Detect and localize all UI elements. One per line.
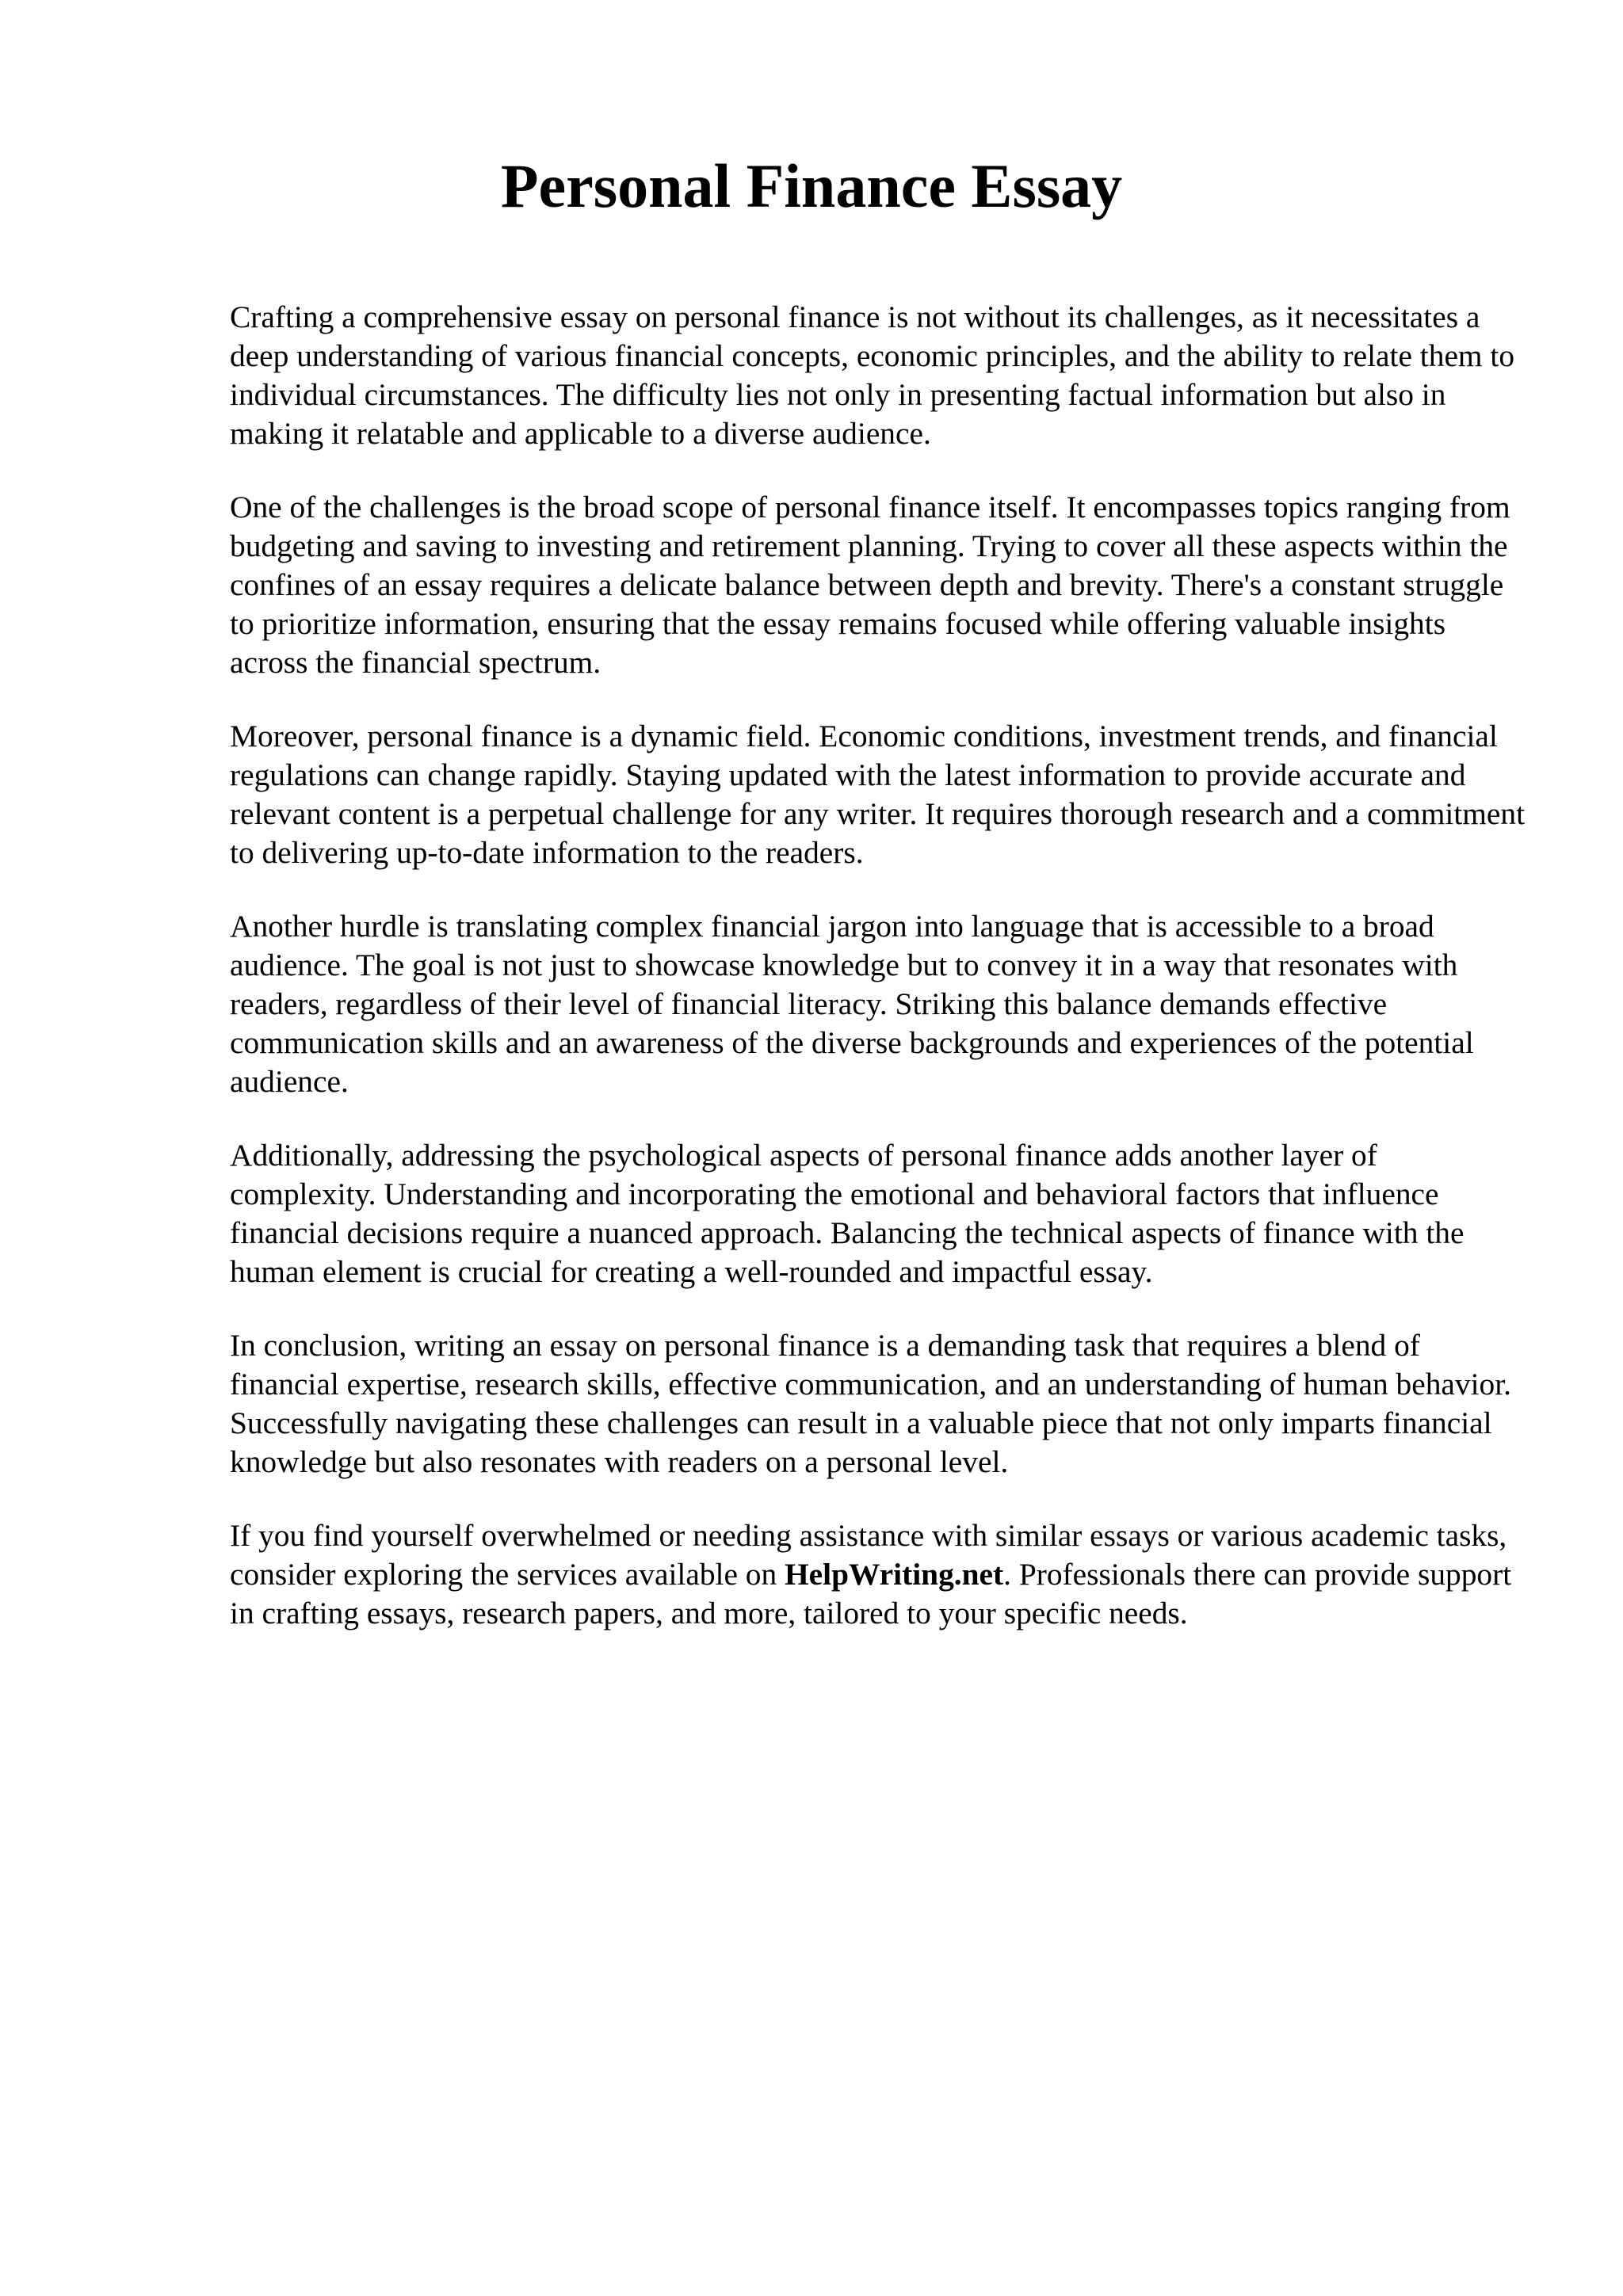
essay-body — [230, 298, 1529, 1668]
paragraph-jargon: Another hurdle is translating complex financial jargon into language that is accessible to a broad audience. The goal is not just to showcase knowledge but to convey it in a way that resonates with readers, regardless of their level of financial literacy. Striking this balance demands effective communication skills and an awareness of the diverse backgrounds and experiences of the potential audience. — [230, 909, 1474, 1099]
closing-text-before: If you find yourself overwhelmed or needing assistance with similar essays or various academic tasks, consider exploring the services available on — [230, 1518, 1507, 1592]
closing-text-after: . Professionals there can provide support in crafting essays, research papers, and more, tailored to your specific needs. — [230, 1557, 1512, 1630]
brand-name: HelpWriting.net — [785, 1557, 1004, 1592]
paragraph-dynamic-field: Moreover, personal finance is a dynamic field. Economic conditions, investment trends, and financial regulations can change rapidly. Staying updated with the latest information to provide accurate and relevant content is a perpetual challenge for any writer. It requires thorough research and a commitment to delivering up-to-date information to the readers. — [230, 719, 1526, 870]
paragraph-psychology: Additionally, addressing the psychological aspects of personal finance adds another layer of complexity. Understanding and incorporating the emotional and behavioral factors that influence financial decisions require a nuanced approach. Balancing the technical aspects of finance with the human element is crucial for creating a well-rounded and impactful essay. — [230, 1138, 1465, 1289]
paragraph-scope: One of the challenges is the broad scope of personal finance itself. It encompasses topics ranging from budgeting and saving to investing and retirement planning. Trying to cover all these aspects within the confines of an essay requires a delicate balance between depth and brevity. There's a constant struggle to prioritize information, ensuring that the essay remains focused while offering valuable insights across the financial spectrum. — [230, 490, 1510, 680]
paragraph-conclusion: In conclusion, writing an essay on personal finance is a demanding task that requires a blend of financial expertise, research skills, effective communication, and an understanding of human behavior. Successfully navigating these challenges can result in a valuable piece that not only imparts financial knowledge but also resonates with readers on a personal level. — [230, 1328, 1512, 1479]
paragraph-intro: Crafting a comprehensive essay on personal finance is not without its challenges, as it necessitates a deep understanding of various financial concepts, economic principles, and the ability to relate them to individual circumstances. The difficulty lies not only in presenting factual information but also in making it relatable and applicable to a diverse audience. — [230, 299, 1515, 451]
page-title: Personal Finance Essay — [500, 151, 1123, 220]
paragraph-closing — [230, 1516, 1529, 1633]
